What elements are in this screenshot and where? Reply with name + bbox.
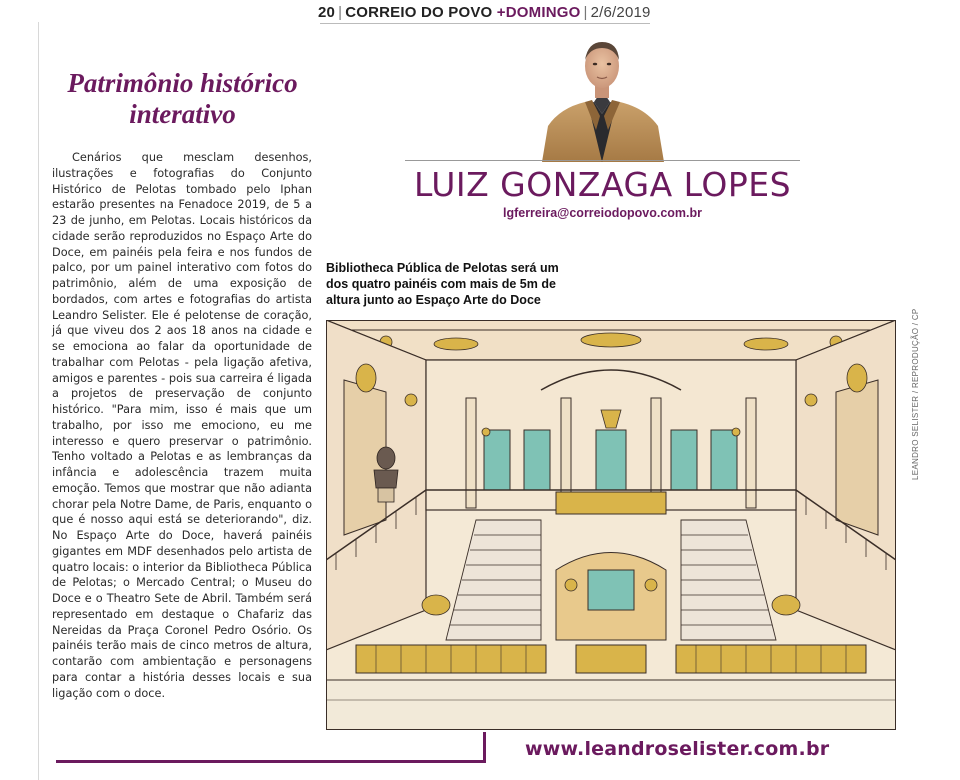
header-line (318, 4, 651, 21)
website-link[interactable]: www.leandroselister.com.br (525, 738, 830, 760)
section-name: +DOMINGO (496, 4, 581, 21)
credit-text: LEANDRO SELISTER / REPRODUÇÃO / CP (911, 308, 920, 480)
figure-caption: Bibliotheca Pública de Pelotas será um dos quatro painéis com mais de 5m de altura junto ao Espaço Arte do Doce (326, 261, 559, 307)
page-header (0, 2, 960, 24)
columnist-rule (405, 160, 800, 161)
footer-line (56, 760, 486, 763)
article-body: Cenários que mesclam desenhos, ilustrações e fotografias do Conjunto Histórico de Pelotas tombado pelo Iphan estarão presentes na Fenadoce 2019, de 5 a 23 de junho, em Pelotas. Locais históricos da cidade serão reproduzidos no Espaço Arte do Doce, em painéis pela feira e nos fundos de palco, por um painel interativo com fotos do patrimônio, além de uma exposição de bordados, com artes e fotografias do artista Leandro Selister. Ele é pelotense de coração, já que viveu dos 2 aos 18 anos na cidade e se emociona ao falar da oportunidade de trabalhar com Pelotas - pela ligação afetiva, amigos e parentes - pois sua carreira é ligada a projetos de preservação de conjunto histórico. "Para mim, isso é mais que um trabalho, por isso me emociono, eu me interesso e quero preservar o patrimônio. Tenho voltado a Pelotas e as lembranças da infância e adolescência trazem muita emoção. Temos que mostrar que não adianta chorar pela Notre Dame, de Paris, enquanto o que é nosso aqui está se deteriorando", diz. No Espaço Arte do Doce, haverá painéis gigantes em MDF desenhados pelo artista de quatro locais: o interior da Bibliotheca Pública de Pelotas; o Mercado Central; o Museu do Doce e o Theatro Sete de Abril. Também será representado em destaque o Chafariz das Nereidas da Praça Coronel Pedro Osório. Os painéis terão mais de cinco metros de altura, contarão com ambientação e personagens para contar a história desses locais e sua ligação com o doce. (52, 151, 312, 700)
article-title: Patrimônio histórico interativo (67, 68, 298, 129)
header-separator-2: | (583, 4, 588, 21)
header-rule (320, 23, 650, 24)
issue-date: 2/6/2019 (590, 4, 651, 21)
library-illustration (326, 320, 896, 730)
illustration-credit (899, 308, 920, 480)
newspaper-name: CORREIO DO POVO (345, 4, 493, 21)
footer-tick (483, 732, 486, 763)
page-number: 20 (318, 4, 336, 21)
columnist-email[interactable]: lgferreira@correiodopovo.com.br (502, 206, 703, 220)
columnist-photo (540, 30, 665, 162)
header-separator: | (338, 4, 343, 21)
column-rule (38, 22, 39, 780)
columnist-name: LUIZ GONZAGA LOPES (413, 165, 792, 204)
